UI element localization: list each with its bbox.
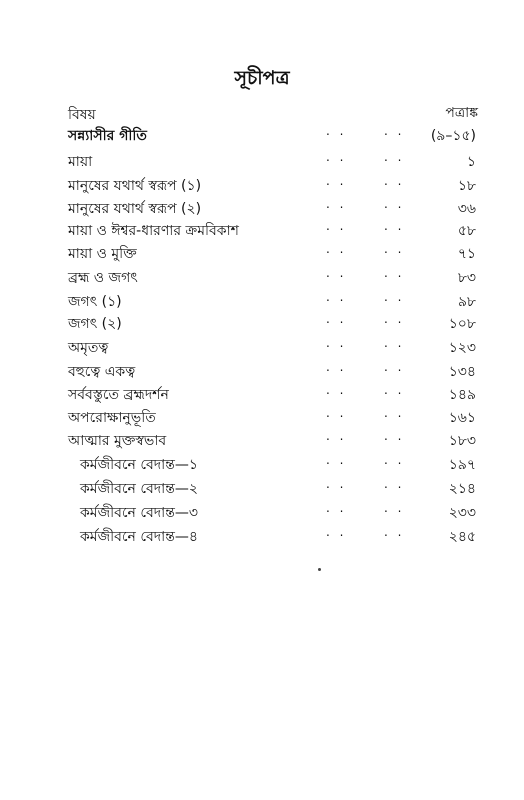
toc-entry <box>0 501 524 523</box>
toc-entry-page: ১৪৯ <box>448 387 476 403</box>
leader-dots: . . <box>384 290 405 304</box>
toc-entry <box>0 406 524 428</box>
toc-entry-title: মায়া ও ঈশ্বর-ধারণার ক্রমবিকাশ <box>68 223 239 239</box>
leader-dots: . . <box>384 174 405 188</box>
leader-dots: . . <box>384 429 405 443</box>
toc-entry-page: (৯–১৫) <box>430 128 476 144</box>
leader-dots: . . <box>384 197 405 211</box>
toc-entry-page: ১০৮ <box>448 316 476 332</box>
subject-column-header: বিষয় <box>68 107 96 123</box>
leader-dots: . . <box>326 174 347 188</box>
leader-dots: . . <box>326 525 347 539</box>
toc-entry <box>0 174 524 196</box>
toc-entry <box>0 219 524 241</box>
toc-entry-page: ২৪৫ <box>448 529 476 545</box>
leader-dots: . . <box>326 336 347 350</box>
toc-entry-page: ২৩৩ <box>448 505 476 521</box>
leader-dots: . . <box>326 501 347 515</box>
toc-entry-page: ৫৮ <box>457 223 476 239</box>
leader-dots: . . <box>326 150 347 164</box>
leader-dots: . . <box>384 477 405 491</box>
toc-entry-title: মায়া <box>68 154 93 170</box>
toc-entry-title: সন্ন্যাসীর গীতি <box>68 128 147 144</box>
toc-entry-title: মানুষের যথার্থ স্বরূপ (১) <box>68 178 202 194</box>
toc-entry-page: ৯৮ <box>457 294 476 310</box>
toc-entry-title: জগৎ (১) <box>68 294 122 310</box>
leader-dots: . . <box>384 406 405 420</box>
leader-dots: . . <box>326 406 347 420</box>
toc-entry <box>0 360 524 382</box>
toc-entry-page: ১৮ <box>457 178 476 194</box>
leader-dots: . . <box>326 197 347 211</box>
toc-entry-page: ৭১ <box>457 246 476 262</box>
toc-entry-page: ১২৩ <box>448 340 476 356</box>
leader-dots: . . <box>384 360 405 374</box>
leader-dots: . . <box>384 525 405 539</box>
toc-entry-title: ব্রহ্ম ও জগৎ <box>68 270 138 286</box>
toc-entry <box>0 477 524 499</box>
toc-entry-title: কর্মজীবনে বেদান্ত—২ <box>80 481 198 497</box>
leader-dots: . . <box>326 360 347 374</box>
leader-dots: . . <box>384 150 405 164</box>
toc-entry-title: আত্মার মুক্তস্বভাব <box>68 433 167 449</box>
toc-entry-title: অপরোক্ষানুভূতি <box>68 410 156 426</box>
toc-entry <box>0 242 524 264</box>
leader-dots: . . <box>326 429 347 443</box>
toc-entry <box>0 150 524 172</box>
toc-entry-title: জগৎ (২) <box>68 316 122 332</box>
toc-entry-title: কর্মজীবনে বেদান্ত—৩ <box>80 505 198 521</box>
toc-entry <box>0 197 524 219</box>
leader-dots: . . <box>326 219 347 233</box>
leader-dots: . . <box>326 266 347 280</box>
leader-dots: . . <box>326 477 347 491</box>
page-title: সূচীপত্র <box>234 67 290 89</box>
leader-dots: . . <box>326 453 347 467</box>
page-column-header: পত্রাঙ্ক <box>445 105 478 121</box>
toc-entry-page: ১ <box>466 154 476 170</box>
toc-entry <box>0 290 524 312</box>
leader-dots: . . <box>326 124 347 138</box>
toc-entry-title: মানুষের যথার্থ স্বরূপ (২) <box>68 201 202 217</box>
toc-entry-title: মায়া ও মুক্তি <box>68 246 137 262</box>
leader-dots: . . <box>326 242 347 256</box>
toc-entry-title: বহুত্বে একত্ব <box>68 364 136 380</box>
leader-dots: . . <box>384 453 405 467</box>
toc-entry <box>0 383 524 405</box>
toc-entry-title: সর্ববস্তুতে ব্রহ্মদর্শন <box>68 387 169 403</box>
leader-dots: . . <box>326 312 347 326</box>
toc-entry <box>0 312 524 334</box>
toc-entry-page: ১৮৩ <box>448 433 476 449</box>
leader-dots: . . <box>384 124 405 138</box>
toc-entry-page: ১৯৭ <box>448 457 476 473</box>
toc-entry <box>0 266 524 288</box>
leader-dots: . . <box>384 383 405 397</box>
leader-dots: . . <box>384 266 405 280</box>
toc-entry-title: কর্মজীবনে বেদান্ত—১ <box>80 457 198 473</box>
toc-entry-page: ১৬১ <box>448 410 476 426</box>
toc-entry-page: ১৩৪ <box>448 364 476 380</box>
toc-entry-title: কর্মজীবনে বেদান্ত—৪ <box>80 529 198 545</box>
leader-dots: . . <box>384 219 405 233</box>
toc-entry-page: ৩৬ <box>457 201 476 217</box>
toc-entry <box>0 124 524 146</box>
toc-entry <box>0 453 524 475</box>
print-speck <box>318 568 321 571</box>
leader-dots: . . <box>384 242 405 256</box>
leader-dots: . . <box>384 336 405 350</box>
leader-dots: . . <box>326 383 347 397</box>
leader-dots: . . <box>326 290 347 304</box>
leader-dots: . . <box>384 312 405 326</box>
leader-dots: . . <box>384 501 405 515</box>
toc-entry-title: অমৃতত্ব <box>68 340 109 356</box>
toc-entry <box>0 336 524 358</box>
toc-entry <box>0 429 524 451</box>
toc-entry <box>0 525 524 547</box>
toc-entry-page: ৮৩ <box>457 270 476 286</box>
toc-entry-page: ২১৪ <box>448 481 476 497</box>
